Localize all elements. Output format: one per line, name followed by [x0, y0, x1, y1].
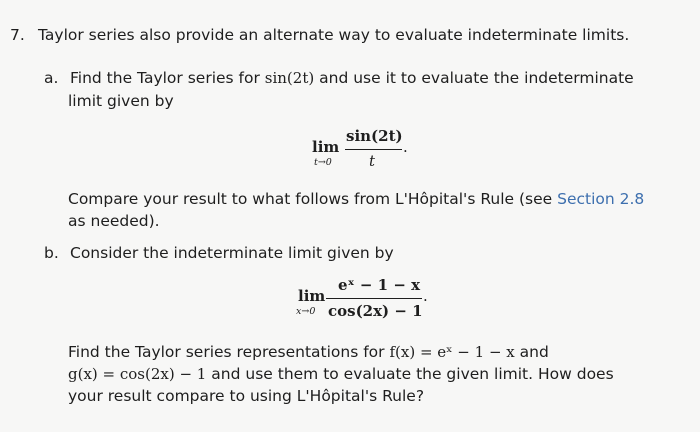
part-a-compare-line2: as needed).	[68, 212, 160, 230]
limit-a-lim: lim	[312, 138, 340, 156]
part-a-line1-post: and use it to evaluate the indeterminate	[314, 69, 634, 87]
part-b-find-line2	[68, 363, 614, 385]
section-link[interactable]: Section 2.8	[557, 190, 645, 208]
limit-b-numerator: eˣ − 1 − x	[338, 276, 421, 294]
find-line1-pre: Find the Taylor series representations for	[68, 343, 390, 361]
limit-a-sub: t→0	[314, 157, 332, 168]
part-a-inline-math: sin(2t)	[264, 69, 315, 87]
limit-b-sub: x→0	[296, 306, 316, 317]
part-a-line2: limit given by	[68, 92, 174, 110]
problem-intro: Taylor series also provide an alternate way to evaluate indeterminate limits.	[38, 26, 630, 44]
limit-b-fraction-bar	[326, 298, 422, 299]
find-line2-post: and use them to evaluate the given limit. How does	[206, 365, 614, 383]
problem-number: 7.	[10, 26, 25, 44]
limit-b-period: .	[423, 287, 428, 305]
part-b-line1: Consider the indeterminate limit given by	[70, 244, 394, 262]
part-b-label: b.	[44, 244, 59, 262]
limit-a-fraction-bar	[345, 149, 402, 150]
part-a-label: a.	[44, 69, 59, 87]
compare-text: Compare your result to what follows from L'Hôpital's Rule (see	[68, 190, 558, 208]
part-a-line1	[70, 67, 634, 89]
f-definition: f(x) = eˣ − 1 − x	[389, 343, 515, 361]
part-a-line1-pre: Find the Taylor series for	[70, 69, 265, 87]
limit-b-lim: lim	[298, 287, 326, 305]
part-b-find-line3: your result compare to using L'Hôpital's Rule?	[68, 387, 425, 405]
part-b-find-line1	[68, 341, 549, 363]
limit-b-denominator: cos(2x) − 1	[328, 302, 423, 320]
limit-a-numerator: sin(2t)	[346, 127, 403, 145]
part-a-compare-line1	[68, 188, 644, 210]
limit-a-period: .	[403, 138, 408, 156]
find-line1-post: and	[514, 343, 549, 361]
g-definition: g(x) = cos(2x) − 1	[68, 365, 207, 383]
limit-a-denominator: t	[369, 152, 376, 170]
